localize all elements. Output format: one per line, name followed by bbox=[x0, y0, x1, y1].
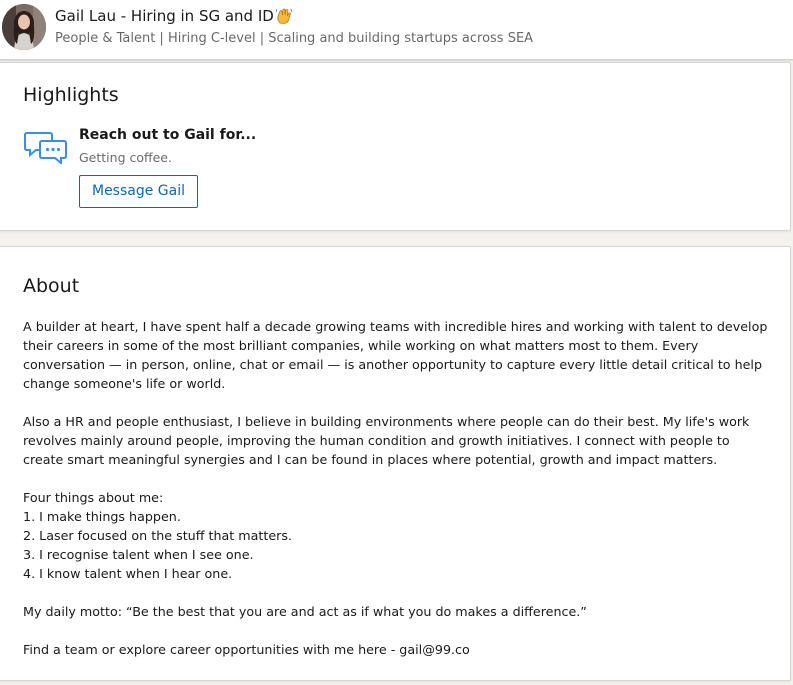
about-paragraph: Also a HR and people enthusiast, I believe in building environments where people can do their best. My life's work revolves mainly around people, improving the human condition and growth initiatives. I connect with people to create smart meaningful synergies and I can be found in places where potential, growth and impact matters. bbox=[23, 414, 750, 467]
highlights-title: Highlights bbox=[23, 84, 119, 106]
profile-name-text: Gail Lau - Hiring in SG and ID bbox=[55, 7, 274, 25]
about-motto: My daily motto: “Be the best that you are and act as if what you do makes a difference.” bbox=[23, 604, 587, 619]
waving-hand-icon bbox=[275, 7, 293, 25]
highlights-card bbox=[0, 62, 791, 231]
reach-out-subtitle: Getting coffee. bbox=[79, 150, 172, 165]
about-card bbox=[0, 246, 791, 681]
about-list-intro: Four things about me: bbox=[23, 490, 164, 505]
about-body bbox=[23, 317, 768, 659]
about-list-item: 3. I recognise talent when I see one. bbox=[23, 547, 254, 562]
profile-header bbox=[0, 0, 793, 60]
message-button[interactable]: Message Gail bbox=[79, 175, 198, 208]
reach-out-title: Reach out to Gail for... bbox=[79, 127, 257, 143]
about-list-item: 2. Laser focused on the stuff that matters. bbox=[23, 528, 293, 543]
about-title: About bbox=[23, 275, 80, 297]
about-closing: Find a team or explore career opportunities with me here - gail@99.co bbox=[23, 642, 470, 657]
profile-name bbox=[55, 7, 293, 25]
about-list-item: 4. I know talent when I hear one. bbox=[23, 566, 233, 581]
avatar-photo-icon bbox=[2, 4, 46, 50]
chat-bubbles-icon bbox=[24, 130, 68, 164]
about-paragraph: A builder at heart, I have spent half a decade growing teams with incredible hires and working with talent to develop their careers in some of the most brilliant companies, while working on what matters most to them. Every conversation — in person, online, chat or email — is another opportunity to capture every little detail critical to help change someone's life or world. bbox=[23, 319, 768, 391]
avatar[interactable] bbox=[2, 4, 46, 50]
about-list-item: 1. I make things happen. bbox=[23, 509, 181, 524]
profile-headline: People & Talent | Hiring C-level | Scaling and building startups across SEA bbox=[55, 31, 534, 46]
